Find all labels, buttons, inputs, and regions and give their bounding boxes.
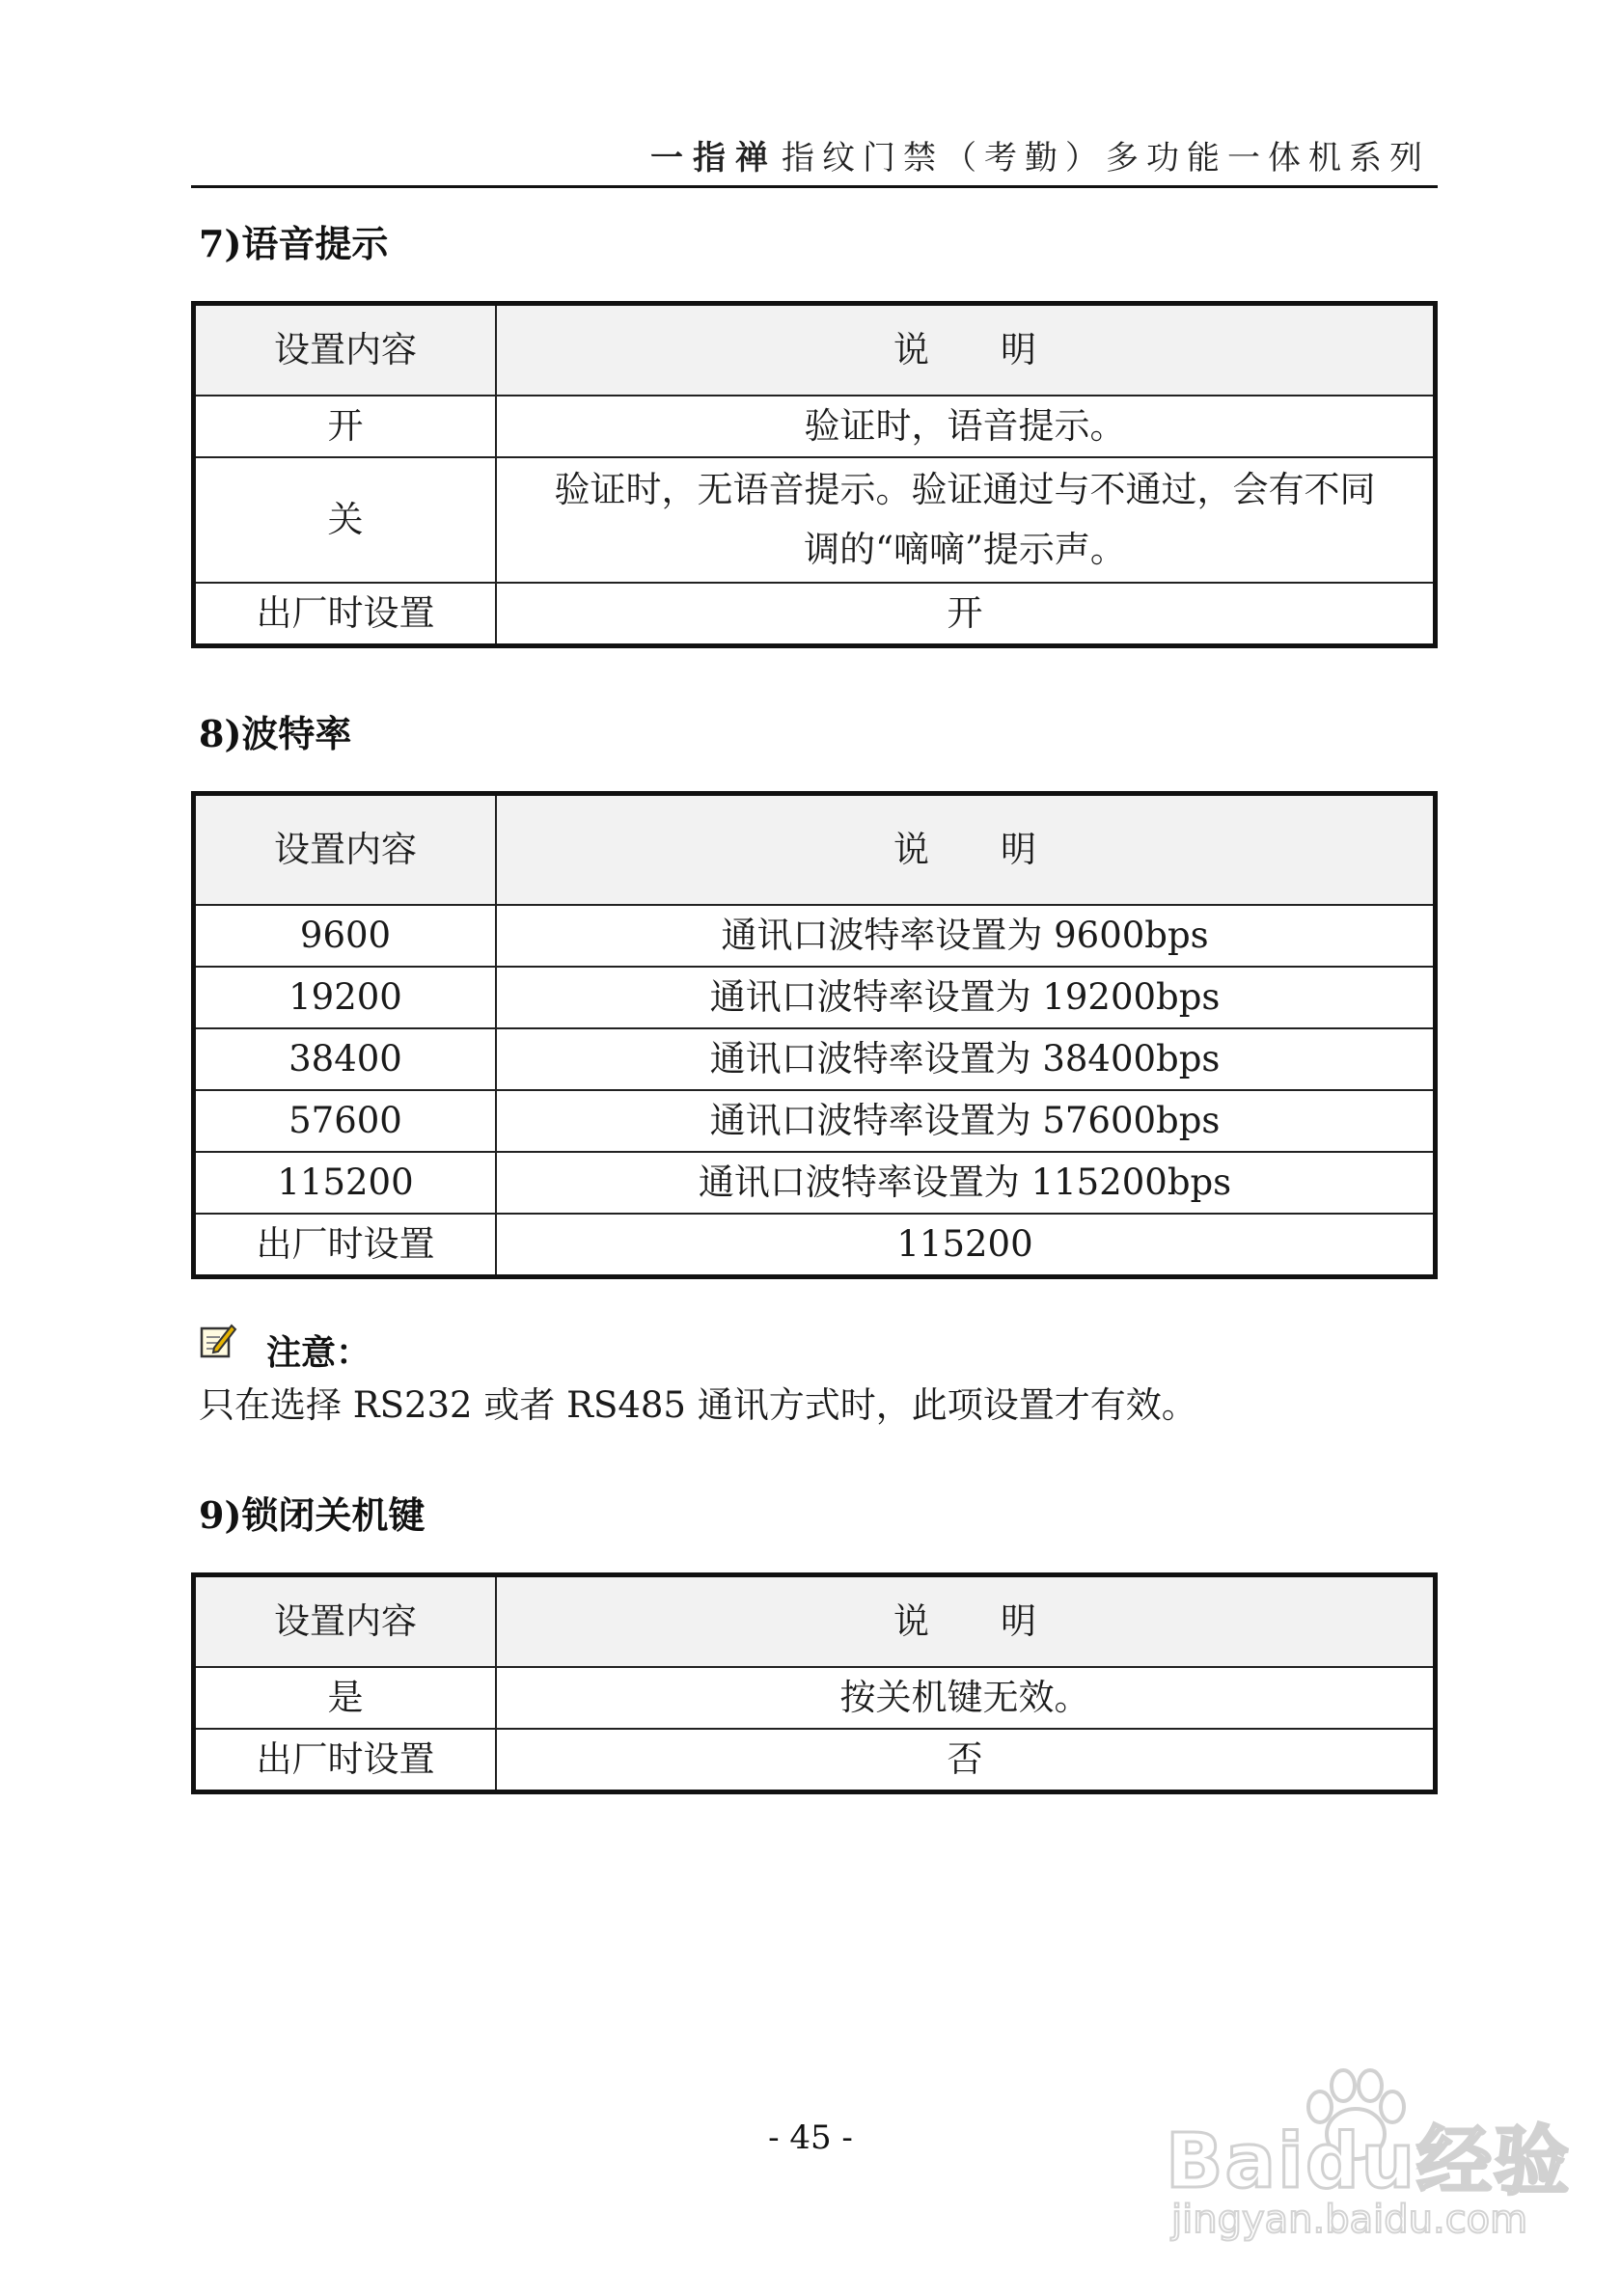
table-row xyxy=(194,1214,1436,1277)
row-description: 通讯口波特率设置为 115200bps xyxy=(496,1152,1436,1214)
row-setting: 出厂时设置 xyxy=(194,583,497,646)
page-header xyxy=(191,125,1438,188)
row-description: 按关机键无效。 xyxy=(496,1667,1436,1729)
watermark-url: jingyan.baidu.com xyxy=(1171,2198,1528,2242)
table-header-row xyxy=(194,1575,1436,1668)
col-header-description: 说 明 xyxy=(496,794,1436,906)
col-header-setting: 设置内容 xyxy=(194,1575,497,1668)
table-row xyxy=(194,1667,1436,1729)
table-row xyxy=(194,583,1436,646)
row-description-line1: 验证时，无语音提示。验证通过与不通过，会有不同 xyxy=(554,469,1376,510)
row-setting: 115200 xyxy=(194,1152,497,1214)
header-brand: 一指禅 xyxy=(650,139,778,178)
lock-power-key-table xyxy=(191,1572,1438,1794)
table-header-row xyxy=(194,304,1436,396)
row-description: 否 xyxy=(496,1729,1436,1792)
table-row xyxy=(194,1729,1436,1792)
row-setting: 38400 xyxy=(194,1028,497,1090)
row-description: 通讯口波特率设置为 19200bps xyxy=(496,967,1436,1028)
table-row xyxy=(194,1152,1436,1214)
col-header-setting: 设置内容 xyxy=(194,794,497,906)
col-header-description: 说 明 xyxy=(496,1575,1436,1668)
row-setting: 是 xyxy=(194,1667,497,1729)
col-header-description: 说 明 xyxy=(496,304,1436,396)
section-title-lock-power-key: 9)锁闭关机键 xyxy=(199,1493,426,1537)
row-setting: 开 xyxy=(194,396,497,457)
row-description: 验证时，语音提示。 xyxy=(496,396,1436,457)
row-setting: 出厂时设置 xyxy=(194,1214,497,1277)
row-description: 115200 xyxy=(496,1214,1436,1277)
row-description: 通讯口波特率设置为 57600bps xyxy=(496,1090,1436,1152)
page-number: - 45 - xyxy=(768,2118,853,2157)
row-setting: 19200 xyxy=(194,967,497,1028)
section-title-voice-prompt: 7)语音提示 xyxy=(199,222,389,265)
baidu-watermark xyxy=(1148,2074,1573,2267)
baud-rate-table xyxy=(191,791,1438,1279)
row-setting: 出厂时设置 xyxy=(194,1729,497,1792)
row-description xyxy=(496,457,1436,583)
table-row xyxy=(194,905,1436,967)
header-title xyxy=(650,131,1430,178)
col-header-setting: 设置内容 xyxy=(194,304,497,396)
row-description-line2: 调的“嘀嘀”提示声。 xyxy=(804,529,1126,570)
header-series-title: 指纹门禁（考勤）多功能一体机系列 xyxy=(782,139,1430,178)
row-description: 开 xyxy=(496,583,1436,646)
watermark-logo-text: Baidu经验 xyxy=(1166,2118,1572,2205)
table-row xyxy=(194,457,1436,583)
table-row xyxy=(194,396,1436,457)
table-row xyxy=(194,967,1436,1028)
table-row xyxy=(194,1090,1436,1152)
row-setting: 关 xyxy=(194,457,497,583)
row-setting: 9600 xyxy=(194,905,497,967)
note-label: 注意： xyxy=(266,1332,371,1373)
row-description: 通讯口波特率设置为 9600bps xyxy=(496,905,1436,967)
note-pencil-icon xyxy=(199,1322,237,1360)
section-title-baud-rate: 8)波特率 xyxy=(199,712,352,755)
row-setting: 57600 xyxy=(194,1090,497,1152)
row-description: 通讯口波特率设置为 38400bps xyxy=(496,1028,1436,1090)
note-text: 只在选择 RS232 或者 RS485 通讯方式时，此项设置才有效。 xyxy=(199,1384,1197,1426)
voice-prompt-table xyxy=(191,301,1438,648)
table-row xyxy=(194,1028,1436,1090)
table-header-row xyxy=(194,794,1436,906)
